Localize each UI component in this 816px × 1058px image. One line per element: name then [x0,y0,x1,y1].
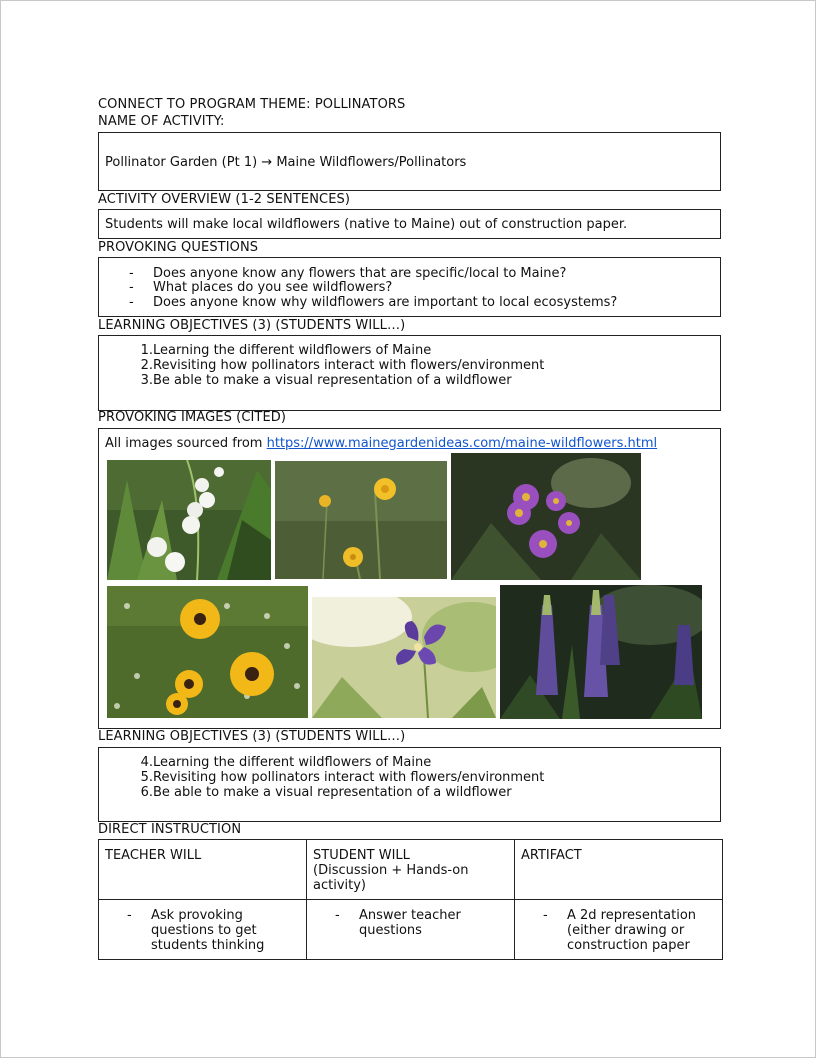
list-marker: - [543,908,548,923]
questions-heading: PROVOKING QUESTIONS [98,240,259,255]
source-link[interactable]: https://www.mainegardenideas.com/maine-wildflowers.html [266,436,658,451]
table-header-cell[interactable]: ARTIFACT [515,840,723,900]
objectives-box[interactable] [98,335,721,411]
list-item: 1.Learning the different wildflowers of Maine [140,343,432,358]
lupine-photo [500,585,702,719]
activity-name-label: NAME OF ACTIVITY: [98,114,225,129]
list-marker: - [335,908,340,923]
table-cell[interactable] [515,900,723,960]
list-marker: - [129,280,134,295]
direct-instruction-table [98,839,723,960]
violet-photo [312,597,496,718]
objectives-heading: LEARNING OBJECTIVES (3) (STUDENTS WILL…) [98,318,406,333]
table-header-cell[interactable]: STUDENT WILL (Discussion + Hands-on activity) [307,840,515,900]
list-item: - What places do you see wildflowers? [129,280,393,295]
list-item: 3.Be able to make a visual representation of a wildflower [140,373,512,388]
objectives-box-2[interactable] [98,747,721,822]
table-cell[interactable] [99,900,307,960]
purple-aster-photo [451,453,641,580]
list-item: 2.Revisiting how pollinators interact with flowers/environment [140,358,545,373]
list-marker: - [129,295,134,310]
objectives-heading-2: LEARNING OBJECTIVES (3) (STUDENTS WILL…) [98,729,406,744]
overview-heading: ACTIVITY OVERVIEW (1-2 SENTENCES) [98,192,351,207]
images-source: All images sourced from https://www.mainegardenideas.com/maine-wildflowers.html [105,436,658,451]
list-item: - Answer teacher questions [313,908,508,938]
activity-name-box[interactable] [98,132,721,191]
theme-heading: CONNECT TO PROGRAM THEME: POLLINATORS [98,97,406,112]
list-marker: - [129,266,134,281]
questions-box[interactable] [98,257,721,317]
list-marker: - [127,908,132,923]
list-item: - A 2d representation (either drawing or construction paper [521,908,716,953]
lily-of-the-valley-photo [107,460,271,580]
table-header-cell[interactable]: TEACHER WILL [99,840,307,900]
list-item: 6.Be able to make a visual representation of a wildflower [140,785,512,800]
list-item: 5.Revisiting how pollinators interact with flowers/environment [140,770,545,785]
list-item: - Does anyone know any flowers that are specific/local to Maine? [129,266,567,281]
black-eyed-susan-photo [107,586,308,718]
direct-instruction-heading: DIRECT INSTRUCTION [98,822,242,837]
list-item: - Ask provoking questions to get students thinking [105,908,300,953]
list-item: - Does anyone know why wildflowers are important to local ecosystems? [129,295,618,310]
table-cell[interactable] [307,900,515,960]
buttercup-photo [275,461,447,579]
overview-text: Students will make local wildflowers (native to Maine) out of construction paper. [105,217,628,232]
overview-box[interactable] [98,209,721,239]
activity-name-text: Pollinator Garden (Pt 1) → Maine Wildflowers/Pollinators [105,155,467,170]
list-item: 4.Learning the different wildflowers of Maine [140,755,432,770]
images-heading: PROVOKING IMAGES (CITED) [98,410,287,425]
